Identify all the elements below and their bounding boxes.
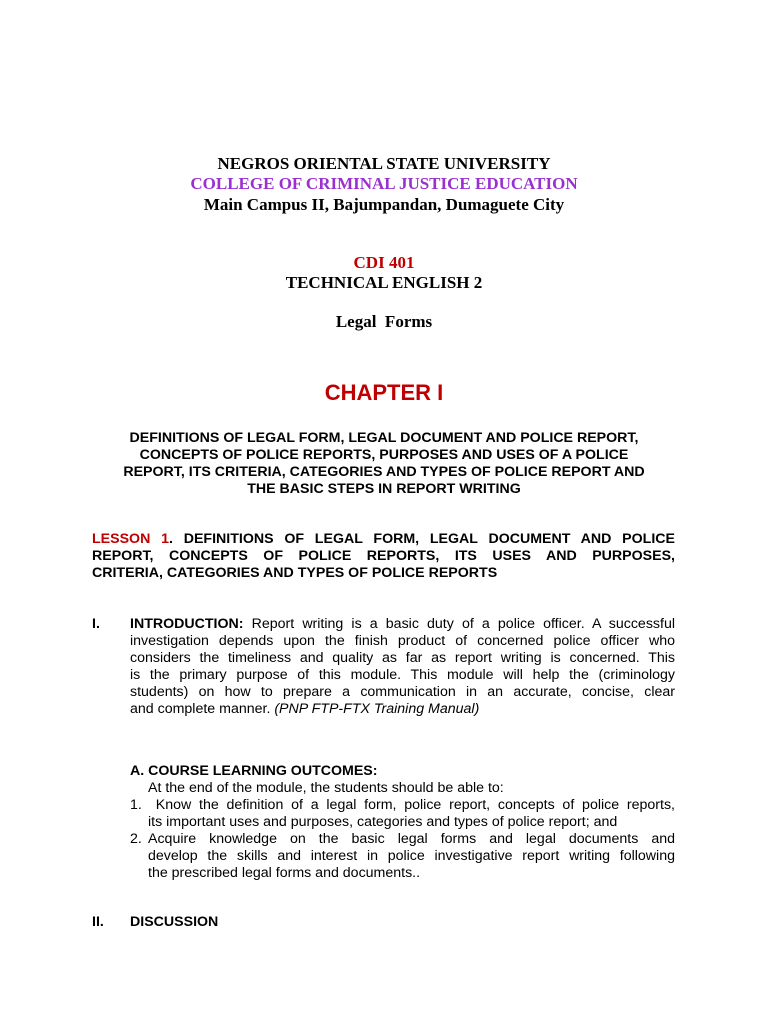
list-number: 1.: [130, 797, 142, 813]
section-number: I.: [92, 616, 100, 632]
introduction-label: INTRODUCTION:: [130, 616, 244, 632]
lesson-label: LESSON 1: [92, 531, 169, 547]
citation: (PNP FTP-FTX Training Manual): [274, 701, 480, 717]
chapter-heading-line: DEFINITIONS OF LEGAL FORM, LEGAL DOCUMENT AND POLICE REPORT,: [129, 430, 639, 446]
chapter-heading-line: CONCEPTS OF POLICE REPORTS, PURPOSES AND USES OF A POLICE: [139, 447, 629, 463]
course-topic: Legal Forms: [335, 312, 433, 331]
course-learning-outcomes: [130, 763, 675, 882]
list-item: [130, 831, 675, 848]
university-name: NEGROS ORIENTAL STATE UNIVERSITY: [217, 154, 551, 173]
list-item: [130, 797, 675, 814]
course-title: TECHNICAL ENGLISH 2: [285, 273, 483, 292]
chapter-title: CHAPTER I: [324, 380, 444, 405]
outcomes-title: A. COURSE LEARNING OUTCOMES:: [130, 763, 378, 779]
chapter-heading: [92, 430, 676, 498]
list-item-continuation: develop the skills and interest in police investigative report writing following: [148, 848, 675, 864]
course-code: CDI 401: [353, 253, 415, 272]
introduction-text-start: Report writing is a basic duty of a police officer. A successful: [243, 616, 675, 632]
list-item-text: Acquire knowledge on the basic legal forms and legal documents and: [148, 831, 675, 847]
paragraph-line: considers the timeliness and quality as far as report writing is concerned. This: [130, 650, 675, 666]
lesson-heading-line: CRITERIA, CATEGORIES AND TYPES OF POLICE REPORTS: [92, 565, 498, 581]
discussion-heading: DISCUSSION: [130, 914, 219, 930]
paragraph-line: investigation depends upon the finish product of concerned police officer who: [130, 633, 675, 649]
introduction-paragraph: [130, 616, 675, 718]
chapter-heading-line: REPORT, ITS CRITERIA, CATEGORIES AND TYPES OF POLICE REPORT AND: [123, 464, 645, 480]
lesson-heading-line: [92, 531, 675, 548]
campus-address: Main Campus II, Bajumpandan, Dumaguete City: [203, 195, 565, 214]
lesson-title-start: . DEFINITIONS OF LEGAL FORM, LEGAL DOCUMENT AND POLICE: [169, 531, 675, 547]
list-item-continuation: its important uses and purposes, categories and types of police report; and: [148, 814, 618, 830]
paragraph-line: students) on how to prepare a communication in an accurate, concise, clear: [130, 684, 675, 700]
outcomes-intro: At the end of the module, the students should be able to:: [148, 780, 504, 796]
lesson-heading-line: REPORT, CONCEPTS OF POLICE REPORTS, ITS USES AND PURPOSES,: [92, 548, 675, 564]
list-item-continuation: the prescribed legal forms and documents..: [148, 865, 421, 881]
chapter-heading-line: THE BASIC STEPS IN REPORT WRITING: [247, 481, 521, 497]
list-number: 2.: [130, 831, 142, 847]
paragraph-line: [130, 701, 675, 718]
college-name: COLLEGE OF CRIMINAL JUSTICE EDUCATION: [190, 174, 578, 193]
lesson-heading: [92, 531, 675, 582]
paragraph-line: is the primary purpose of this module. This module will help the (criminology: [130, 667, 675, 683]
section-number: II.: [92, 914, 104, 930]
list-item-text: Know the definition of a legal form, police report, concepts of police reports,: [148, 797, 675, 813]
introduction-text-end: and complete manner.: [130, 701, 275, 717]
paragraph-line: [130, 616, 675, 633]
